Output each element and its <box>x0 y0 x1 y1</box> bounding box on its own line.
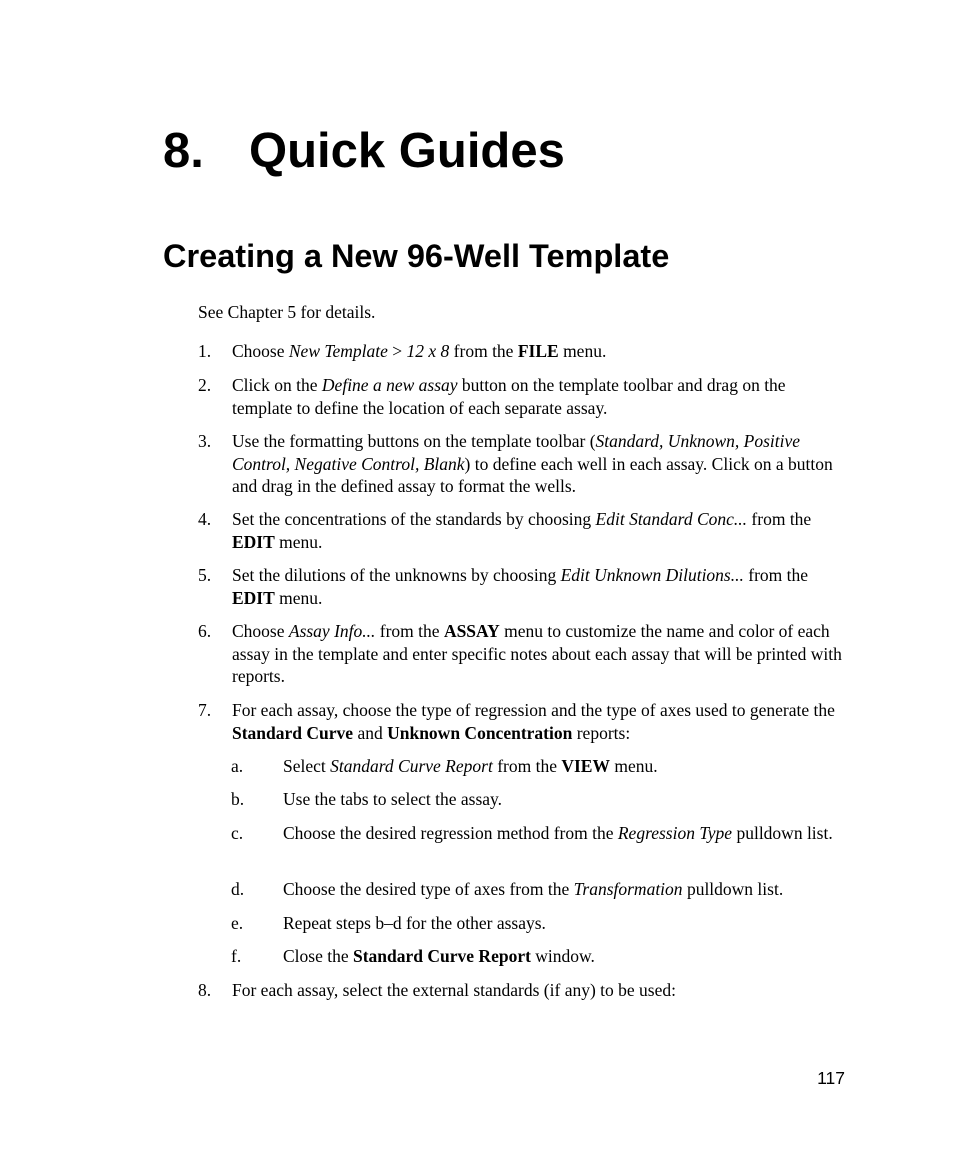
text-run: Repeat steps b–d for the other assays. <box>283 913 546 933</box>
text-run: Click on the <box>232 375 322 395</box>
bold-text: Standard Curve Report <box>353 946 531 966</box>
step-number: 4. <box>198 509 212 529</box>
step-text <box>232 979 848 1002</box>
substep-item <box>231 755 851 778</box>
substep-text <box>283 878 851 901</box>
text-run: menu to customize the name and color of each assay in the template and enter specific notes about each assay that will be printed with reports. <box>232 621 842 686</box>
step-number: 1. <box>198 341 212 361</box>
text-run: Select <box>283 756 331 776</box>
text-run: and <box>353 722 388 743</box>
text-run: from the <box>449 341 518 361</box>
step-item <box>198 374 848 419</box>
text-run: from the <box>375 621 444 641</box>
step-item <box>198 620 848 688</box>
page-number: 117 <box>817 1068 845 1088</box>
substep-letter: b. <box>231 789 245 809</box>
substep-text <box>283 912 851 935</box>
step-text <box>232 508 848 553</box>
italic-text: Standard, Unknown, Positive Control, Negative Control, Blank <box>232 431 801 474</box>
step-number: 3. <box>198 431 212 451</box>
bold-text: Unknown Concentration <box>387 722 573 743</box>
section-title: Creating a New 96-Well Template <box>163 238 670 274</box>
step-number: 7. <box>198 700 212 720</box>
italic-text: Define a new assay <box>321 375 458 395</box>
text-run: For each assay, select the external standards (if any) to be used: <box>232 980 676 1000</box>
italic-text: 12 x 8 <box>406 341 450 361</box>
italic-text: New Template <box>288 341 388 361</box>
substep-letter: d. <box>231 879 245 899</box>
italic-text: Assay Info... <box>288 621 376 641</box>
intro-text: See Chapter 5 for details. <box>198 302 376 322</box>
italic-text: Edit Standard Conc... <box>595 509 748 529</box>
step-text <box>232 564 848 609</box>
italic-text: Standard Curve Report <box>330 756 493 776</box>
step-item <box>198 564 848 609</box>
substep-text <box>283 945 851 968</box>
text-run: Set the concentrations of the standards by choosing <box>232 509 596 529</box>
text-run: Choose the desired regression method from the <box>283 823 618 843</box>
substep-letter: f. <box>231 946 242 966</box>
text-run: from the <box>743 565 809 585</box>
bold-text: FILE <box>517 341 559 361</box>
substep-item <box>231 822 851 845</box>
step-text <box>232 374 848 419</box>
step-text <box>232 699 848 744</box>
text-run: > <box>387 341 407 361</box>
substep-text <box>283 755 851 778</box>
text-run: Close the <box>283 946 353 966</box>
step-item <box>198 979 848 1002</box>
bold-text: Standard Curve <box>232 722 354 743</box>
text-run: button on the template toolbar and drag on the template to define the location of each separate assay. <box>232 375 786 418</box>
substep-letter: e. <box>231 913 244 933</box>
text-run: For each assay, choose the type of regression and the type of axes used to generate the <box>232 700 835 720</box>
text-run: Choose <box>232 341 289 361</box>
text-run: from the <box>747 509 812 529</box>
text-run: reports: <box>572 722 631 743</box>
step-item <box>198 699 848 744</box>
substep-text <box>283 788 851 811</box>
substep-item <box>231 912 851 935</box>
text-run: menu. <box>274 587 323 608</box>
text-run: menu. <box>609 756 658 776</box>
text-run: Choose the desired type of axes from the <box>283 879 574 899</box>
bold-text: EDIT <box>232 587 275 608</box>
step-number: 6. <box>198 621 212 641</box>
italic-text: Regression Type <box>617 823 733 843</box>
text-run: pulldown list. <box>732 823 833 843</box>
step-text <box>232 340 848 363</box>
text-run: window. <box>530 946 595 966</box>
substep-text <box>283 822 851 845</box>
step-text <box>232 430 848 498</box>
bold-text: EDIT <box>232 531 275 552</box>
text-run: ) to define each well in each assay. Click on a button and drag in the defined assay to format the wells. <box>232 453 833 496</box>
substep-item <box>231 945 851 968</box>
text-run: Set the dilutions of the unknowns by choosing <box>232 565 561 585</box>
italic-text: Edit Unknown Dilutions... <box>560 565 744 585</box>
text-run: pulldown list. <box>682 879 784 899</box>
text-run: Choose <box>232 621 289 641</box>
step-text <box>232 620 848 688</box>
substep-item <box>231 878 851 901</box>
text-run: menu. <box>558 341 607 361</box>
text-run: Use the formatting buttons on the template toolbar ( <box>232 431 596 451</box>
chapter-number: 8. <box>163 124 204 178</box>
step-number: 8. <box>198 980 212 1000</box>
step-item <box>198 508 848 553</box>
step-number: 2. <box>198 375 212 395</box>
step-number: 5. <box>198 565 212 585</box>
step-item <box>198 340 848 363</box>
text-run: menu. <box>274 531 323 552</box>
step-item <box>198 430 848 498</box>
italic-text: Transformation <box>573 879 683 899</box>
bold-text: VIEW <box>561 756 610 776</box>
substep-letter: c. <box>231 823 244 843</box>
text-run: from the <box>492 756 562 776</box>
bold-text: ASSAY <box>443 621 500 641</box>
substep-item <box>231 788 851 811</box>
chapter-title <box>163 118 565 184</box>
substep-letter: a. <box>231 756 244 776</box>
chapter-title-text: Quick Guides <box>249 124 565 178</box>
text-run: Use the tabs to select the assay. <box>283 789 503 809</box>
